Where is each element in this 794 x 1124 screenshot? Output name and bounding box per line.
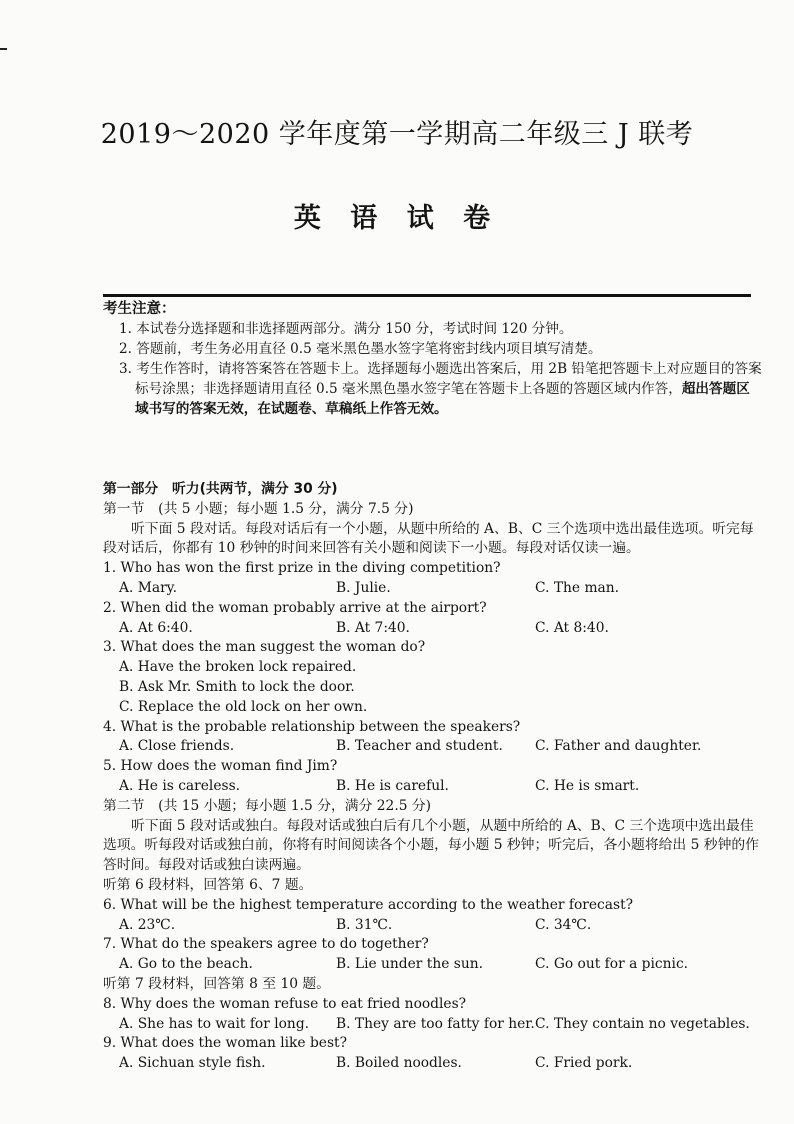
question-5-option-c: C. He is smart. bbox=[535, 777, 640, 794]
notice-block bbox=[103, 299, 763, 419]
question-7-option-b: B. Lie under the sun. bbox=[336, 956, 484, 973]
notice-item-1: 1. 本试卷分选择题和非选择题两部分。满分 150 分，考试时间 120 分钟。 bbox=[119, 321, 573, 337]
question-2-option-b: B. At 7:40. bbox=[336, 619, 410, 636]
question-9-option-b: B. Boiled noodles. bbox=[336, 1055, 462, 1072]
question-8-option-c: C. They contain no vegetables. bbox=[535, 1015, 750, 1032]
question-7-stem: 7. What do the speakers agree to do together? bbox=[103, 936, 429, 953]
section1-heading: 第一节 (共 5 小题；每小题 1.5 分，满分 7.5 分) bbox=[103, 500, 414, 517]
material-7-instruction: 听第 7 段材料，回答第 8 至 10 题。 bbox=[103, 975, 330, 992]
question-4-option-a: A. Close friends. bbox=[119, 738, 235, 755]
question-5-stem: 5. How does the woman find Jim? bbox=[103, 758, 338, 775]
question-8-stem: 8. Why does the woman refuse to eat fried noodles? bbox=[103, 995, 467, 1012]
material-6-instruction: 听第 6 段材料，回答第 6、7 题。 bbox=[103, 876, 313, 893]
question-9-options bbox=[103, 1054, 763, 1074]
question-5-option-a: A. He is careless. bbox=[119, 777, 241, 794]
exam-title: 2019～2020 学年度第一学期高二年级三 J 联考 bbox=[100, 119, 694, 150]
question-2-options bbox=[103, 619, 763, 639]
question-3-stem: 3. What does the man suggest the woman do? bbox=[103, 639, 426, 656]
question-8-option-b: B. They are too fatty for her. bbox=[336, 1015, 535, 1032]
question-1-stem: 1. Who has won the first prize in the diving competition? bbox=[103, 560, 501, 577]
question-6-stem: 6. What will be the highest temperature according to the weather forecast? bbox=[103, 896, 634, 913]
part1-heading: 第一部分 听力(共两节，满分 30 分) bbox=[103, 481, 338, 497]
question-1-options bbox=[103, 579, 763, 599]
question-9-option-c: C. Fried pork. bbox=[535, 1055, 633, 1072]
question-7-option-c: C. Go out for a picnic. bbox=[535, 956, 689, 973]
notice-heading: 考生注意： bbox=[103, 301, 176, 317]
question-6-options bbox=[103, 916, 763, 936]
question-4-options bbox=[103, 737, 763, 757]
question-5-options bbox=[103, 777, 763, 797]
question-3-option-c: C. Replace the old lock on her own. bbox=[119, 698, 368, 715]
question-4-option-c: C. Father and daughter. bbox=[535, 738, 702, 755]
listening-part bbox=[103, 480, 763, 1074]
question-2-stem: 2. When did the woman probably arrive at the airport? bbox=[103, 599, 487, 616]
question-6-option-a: A. 23℃. bbox=[119, 916, 176, 933]
question-1-option-b: B. Julie. bbox=[336, 579, 391, 596]
question-7-options bbox=[103, 955, 763, 975]
question-8-options bbox=[103, 1015, 763, 1035]
question-2-option-c: C. At 8:40. bbox=[535, 619, 609, 636]
question-6-option-c: C. 34℃. bbox=[535, 916, 592, 933]
question-9-stem: 9. What does the woman like best? bbox=[103, 1035, 347, 1052]
section2-directions: 听下面 5 段对话或独白。每段对话或独白后有几个小题，从题中所给的 A、B、C 三个选项中选出最佳选项。听每段对话或独白前，你将有时间阅读各个小题，每小题 5 秒钟；听完后，各小题将给出 5 秒钟的作答时间。每段对话或独白读两遍。 bbox=[103, 817, 759, 874]
notice-item-3 bbox=[103, 359, 763, 419]
question-5-option-b: B. He is careful. bbox=[336, 777, 449, 794]
question-7-option-a: A. Go to the beach. bbox=[119, 956, 253, 973]
section2-heading: 第二节 (共 15 小题；每小题 1.5 分，满分 22.5 分) bbox=[103, 797, 432, 814]
notice-item-3-emphasis: 超出答题区域书写的答案无效，在试题卷、草稿纸上作答无效。 bbox=[135, 381, 750, 417]
notice-item-2: 2. 答题前，考生务必用直径 0.5 毫米黑色墨水签字笔将密封线内项目填写清楚。 bbox=[119, 341, 602, 357]
question-4-option-b: B. Teacher and student. bbox=[336, 738, 503, 755]
question-1-option-a: A. Mary. bbox=[119, 579, 178, 596]
question-3-option-b: B. Ask Mr. Smith to lock the door. bbox=[119, 678, 355, 695]
question-3-option-a: A. Have the broken lock repaired. bbox=[119, 659, 357, 676]
question-4-stem: 4. What is the probable relationship between the speakers? bbox=[103, 718, 521, 735]
question-9-option-a: A. Sichuan style fish. bbox=[119, 1055, 266, 1072]
notice-divider bbox=[103, 294, 751, 297]
section1-directions: 听下面 5 段对话。每段对话后有一个小题，从题中所给的 A、B、C 三个选项中选出最佳选项。听完每段对话后，你都有 10 秒钟的时间来回答有关小题和阅读下一小题。每段对话仅读一遍。 bbox=[103, 520, 754, 557]
question-2-option-a: A. At 6:40. bbox=[119, 619, 193, 636]
corner-mark bbox=[0, 48, 7, 50]
notice-item-3-text: 3. 考生作答时，请将答案答在答题卡上。选择题每小题选出答案后，用 2B 铅笔把答题卡上对应题目的答案标号涂黑；非选择题请用直径 0.5 毫米黑色墨水签字笔在答题卡上各题的答题区域内作答， bbox=[119, 361, 762, 397]
question-6-option-b: B. 31℃. bbox=[336, 916, 393, 933]
question-1-option-c: C. The man. bbox=[535, 579, 620, 596]
exam-subtitle: 英 语 试 卷 bbox=[293, 203, 501, 234]
question-8-option-a: A. She has to wait for long. bbox=[119, 1015, 310, 1032]
